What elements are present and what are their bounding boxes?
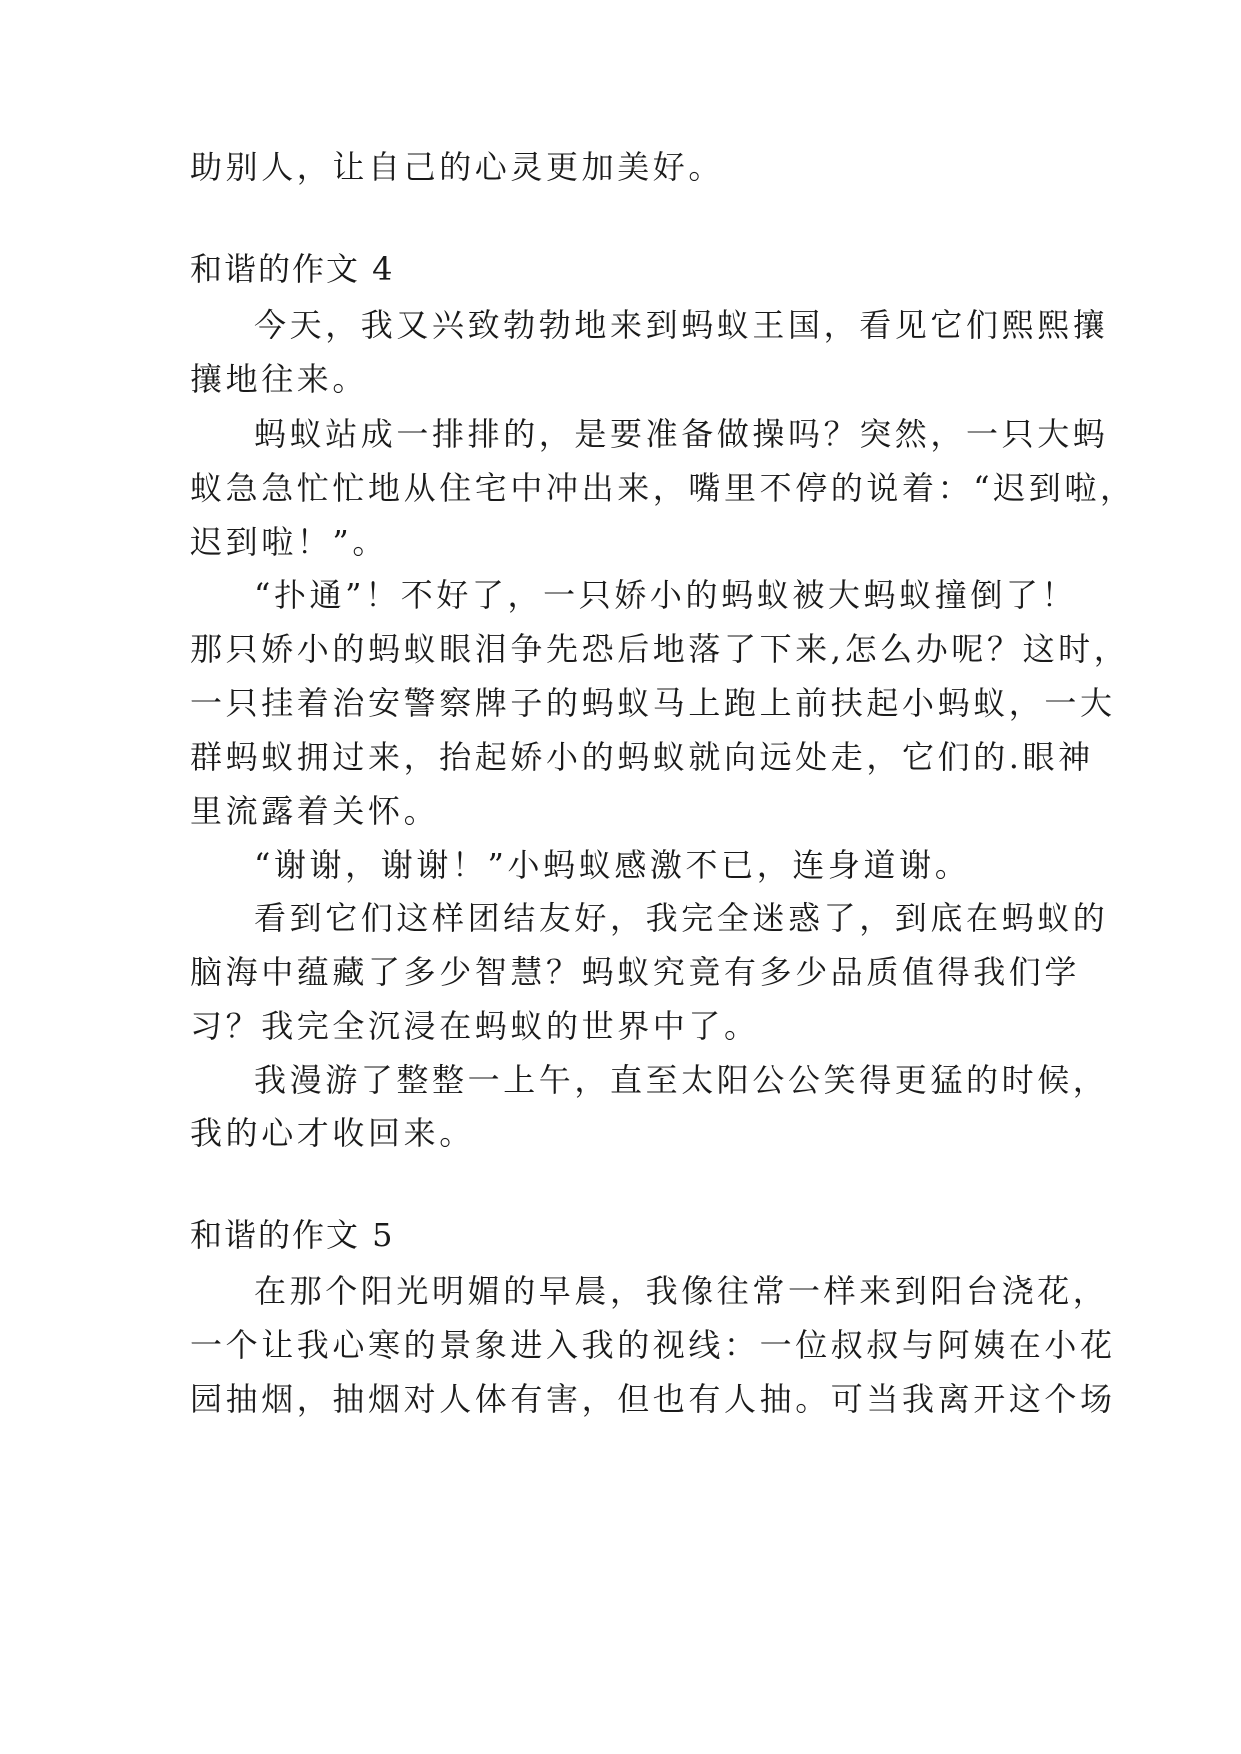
paragraph-line: 脑海中蕴藏了多少智慧？蚂蚁究竟有多少品质值得我们学 <box>190 953 1081 991</box>
paragraph-line: 助别人，让自己的心灵更加美好。 <box>190 148 725 186</box>
paragraph-line: 那只娇小的蚂蚁眼泪争先恐后地落了下来,怎么办呢？这时， <box>190 630 1130 668</box>
paragraph-line: 在那个阳光明媚的早晨，我像往常一样来到阳台浇花， <box>254 1272 1109 1310</box>
paragraph-line: 里流露着关怀。 <box>190 792 440 830</box>
paragraph-line: 蚁急急忙忙地从住宅中冲出来，嘴里不停的说着：“迟到啦， <box>190 469 1136 507</box>
essay-5-title: 和谐的作文 5 <box>190 1216 395 1254</box>
paragraph-line: “谢谢，谢谢！”小蚂蚁感激不已，连身道谢。 <box>254 846 971 884</box>
paragraph-line: 攘地往来。 <box>190 360 369 398</box>
paragraph-line: 一只挂着治安警察牌子的蚂蚁马上跑上前扶起小蚂蚁，一大 <box>190 684 1116 722</box>
paragraph-line: 我漫游了整整一上午，直至太阳公公笑得更猛的时候， <box>254 1061 1109 1099</box>
paragraph-line: 蚂蚁站成一排排的，是要准备做操吗？突然，一只大蚂 <box>254 415 1109 453</box>
paragraph-line: 今天，我又兴致勃勃地来到蚂蚁王国，看见它们熙熙攘 <box>254 306 1109 344</box>
paragraph-line: 一个让我心寒的景象进入我的视线：一位叔叔与阿姨在小花 <box>190 1326 1116 1364</box>
paragraph-line: 看到它们这样团结友好，我完全迷惑了，到底在蚂蚁的 <box>254 899 1109 937</box>
paragraph-line: 园抽烟，抽烟对人体有害，但也有人抽。可当我离开这个场 <box>190 1380 1116 1418</box>
paragraph-line: 习？我完全沉浸在蚂蚁的世界中了。 <box>190 1007 760 1045</box>
paragraph-line: 迟到啦！”。 <box>190 523 388 561</box>
paragraph-line: “扑通”！不好了，一只娇小的蚂蚁被大蚂蚁撞倒了！ <box>254 576 1078 614</box>
document-page <box>190 0 1136 1754</box>
paragraph-line: 我的心才收回来。 <box>190 1114 475 1152</box>
paragraph-line: 群蚂蚁拥过来，抬起娇小的蚂蚁就向远处走，它们的.眼神 <box>190 738 1094 776</box>
essay-4-title: 和谐的作文 4 <box>190 250 395 288</box>
